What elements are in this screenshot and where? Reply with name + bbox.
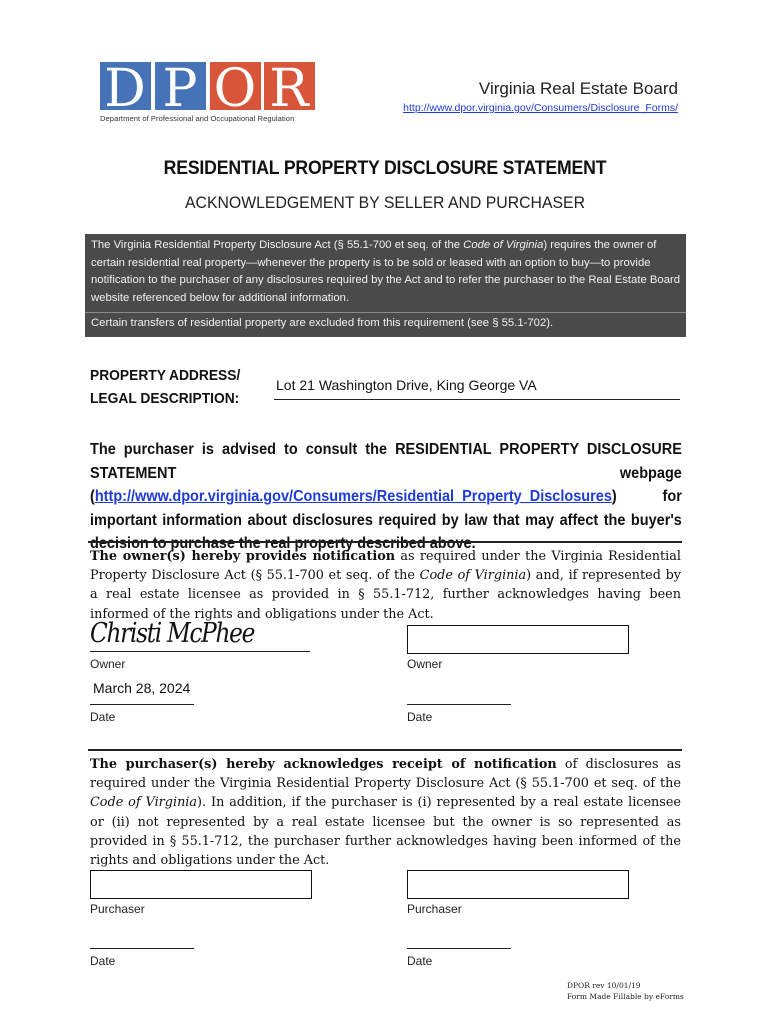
logo-letter-o: O [213, 60, 257, 114]
footer-revision: DPOR rev 10/01/19 [567, 981, 641, 990]
footer-fillable-note: Form Made Fillable by eForms [567, 992, 684, 1001]
owner-text: as required under the Virginia Residential Property Disclosure Act (§ 55.1-700 et seq. of the [90, 549, 681, 584]
property-address-underline [274, 399, 680, 400]
owner-signature-line-1 [90, 651, 310, 652]
owner-notification-text [90, 547, 681, 624]
purchaser-text: of disclosures as required under the Virginia Residential Property Disclosure Act (§ 55.1-700 et seq. of the [90, 757, 681, 792]
dpor-logo [100, 60, 315, 126]
purchaser-section-rule [88, 749, 682, 751]
owner-italic: Code of Virginia [419, 568, 527, 584]
owner-date-field-2[interactable] [407, 704, 511, 705]
property-address-field[interactable]: Lot 21 Washington Drive, King George VA [276, 377, 537, 393]
purchaser-label-1: Purchaser [90, 902, 145, 916]
property-address-label [90, 364, 240, 410]
purchaser-advice [90, 438, 682, 556]
board-title: Virginia Real Estate Board [478, 79, 678, 98]
owner-signature-field-2[interactable] [407, 625, 629, 654]
purchaser-bold-lead: The purchaser(s) hereby acknowledges receipt of notification [90, 757, 557, 772]
purchaser-date-label-1: Date [90, 954, 116, 968]
notice-paragraph [91, 237, 683, 307]
advice-text: The purchaser is advised to consult the RESIDENTIAL PROPERTY DISCLOSURE STATEMENT webpage ( [90, 441, 682, 505]
owner-label-1: Owner [90, 657, 126, 671]
owner-section-rule [88, 541, 682, 543]
owner-date-label-1: Date [90, 710, 116, 724]
purchaser-italic: Code of Virginia [90, 795, 198, 811]
disclosures-link[interactable]: http://www.dpor.virginia.gov/Consumers/Residential_Property_Disclosures [94, 488, 612, 505]
owner-signature[interactable]: Christi McPhee [90, 618, 255, 649]
dpor-logo-graphic [100, 60, 315, 114]
purchaser-text-cont: ). In addition, if the purchaser is (i) represented by a real estate licensee or (ii) not represented by a real estate licensee but the owner is so represented as provided in § 55.1-712, the purchaser further acknowledges having been informed of the rights and obligations under the Act. [90, 795, 681, 869]
notice-italic: Code of Virginia [463, 239, 544, 251]
owner-text-cont: ) and, if represented by a real estate licensee as provided in § 55.1-712, further acknowledges having been informed of the rights and obligations under the Act. [90, 568, 681, 622]
advice-text-cont: ) for important information about disclosures required by law that may affect the buyer's decision to purchase the real property described above. [90, 488, 682, 552]
owner-bold-lead: The owner(s) hereby provides notification [90, 549, 396, 564]
page-title: RESIDENTIAL PROPERTY DISCLOSURE STATEMENT [163, 158, 607, 179]
board-url-link[interactable]: http://www.dpor.virginia.gov/Consumers/Disclosure_Forms/ [403, 102, 678, 114]
notice-box [85, 234, 686, 337]
owner-date-line-1 [90, 704, 194, 705]
property-label-line1: PROPERTY ADDRESS/ [90, 367, 241, 384]
purchaser-date-field-2[interactable] [407, 948, 511, 949]
purchaser-signature-field-1[interactable] [90, 870, 312, 899]
logo-caption: Department of Professional and Occupational Regulation [100, 114, 295, 123]
owner-date-field-1[interactable]: March 28, 2024 [93, 680, 191, 696]
purchaser-label-2: Purchaser [407, 902, 462, 916]
notice-divider [85, 312, 686, 313]
owner-date-label-2: Date [407, 710, 433, 724]
logo-letter-p: P [162, 60, 198, 114]
purchaser-acknowledgement-text [90, 755, 681, 870]
notice-exclusions: Certain transfers of residential property are excluded from this requirement (see § 55.1-702). [91, 317, 554, 329]
purchaser-date-label-2: Date [407, 954, 433, 968]
notice-text: The Virginia Residential Property Disclosure Act (§ 55.1-700 et seq. of the [91, 239, 464, 251]
page-subtitle: ACKNOWLEDGEMENT BY SELLER AND PURCHASER [184, 193, 586, 212]
property-label-line2: LEGAL DESCRIPTION: [90, 390, 240, 407]
purchaser-signature-field-2[interactable] [407, 870, 629, 899]
owner-label-2: Owner [407, 657, 443, 671]
notice-text-cont: ) requires the owner of certain residential real property—whenever the property is to be sold or leased with an option to buy—to provide notification to the purchaser of any disclosures required by the Act and to refer the purchaser to the Real Estate Board website referenced below for additional information. [91, 239, 681, 304]
purchaser-date-field-1[interactable] [90, 948, 194, 949]
logo-letter-r: R [269, 60, 309, 114]
logo-letter-d: D [104, 60, 146, 114]
